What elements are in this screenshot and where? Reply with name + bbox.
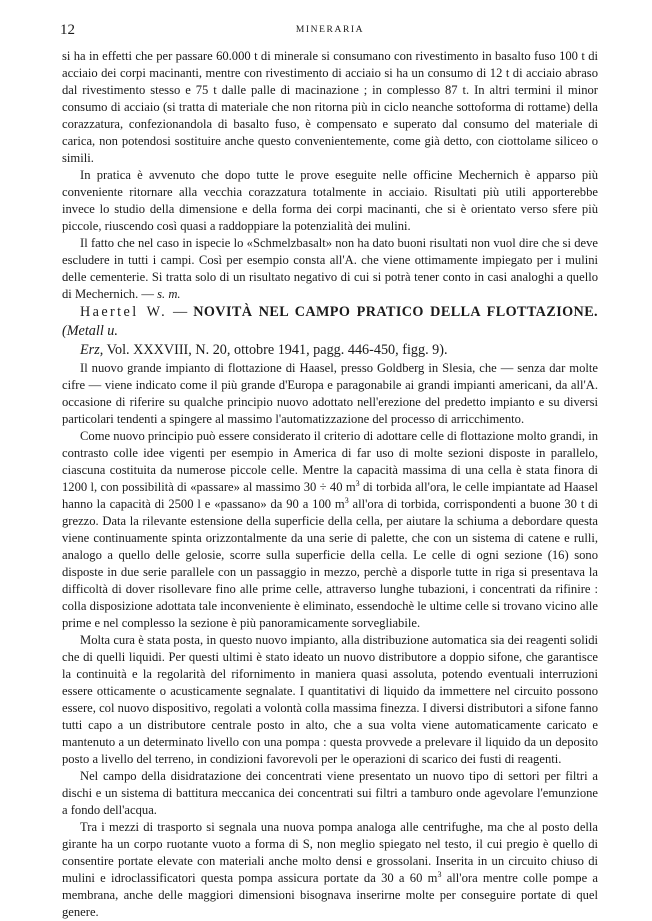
- paragraph: Nel campo della disidratazione dei concentrati viene presentato un nuovo tipo di settori per filtri a dischi e un sistema di battitura meccanica dei concentrati sui filtri a tamburo onde agevolare l'emunzione a fondo dell'acqua.: [62, 769, 598, 817]
- page-header: [60, 22, 600, 38]
- article-flotation: [62, 303, 598, 921]
- paragraph: Il nuovo grande impianto di flottazione di Haasel, presso Goldberg in Slesia, che — senza dar molte cifre — viene indicato come il più grande d'Europa e paragonabile ai grandi impianti americani, da all'A. occasione di riferire su qualche principio nuovo adottato nell'erezione del predetto impianto e su diversi particolari tendenti a spingere al massimo l'automatizzazione del processo di arricchimento.: [62, 361, 598, 426]
- heading-separator: —: [167, 304, 194, 320]
- paragraph: [62, 428, 598, 632]
- previous-article-continuation: [62, 48, 598, 303]
- paragraph-text: Come nuovo principio può essere considerato il criterio di adottare celle di flottazione molto grandi, in contrasto colle idee vigenti per esempio in America di far uso di molte sezioni disposte in parallelo, ciascuna costituita da numerose piccole celle. Mentre la capacità massima di una cella è stata finora di 1200 l, con possibilità di «passare» al massimo 30 ÷ 40 m: [62, 429, 598, 494]
- running-title: MINERARIA: [295, 25, 365, 35]
- exponent: 3: [355, 479, 360, 488]
- paragraph-text: all'ora mentre colle pompe a membrana, anche delle maggiori dimensioni bisognava inserirne molte per conseguire portate di quel genere.: [62, 871, 599, 919]
- paragraph: Molta cura è stata posta, in questo nuovo impianto, alla distribuzione automatica sia dei reagenti solidi che di quelli liquidi. Per questi ultimi è stato ideato un nuovo distributore a doppio sifone, che garantisce la continuità e la regolarità del rifornimento in maniera quasi assoluta, potendo eventuali interruzioni essere otticamente o acusticamente segnalate. I quantitativi di liquido da immettere nel circuito possono essere, col nuovo dispositivo, regolati a volontà colla massima finezza. I diversi distributori a sifone fanno tutti capo a un distributore centrale posto in alto, che a sua volta viene automaticamente caricato e mantenuto a un determinato livello con una pompa : questa provvede a prelevare il liquido da un deposito posto a livello del terreno, in condizioni favorevoli per le operazioni di scarico dei fusti di reagenti.: [62, 633, 598, 766]
- paragraph-text: all'ora di torbida, corrispondenti a buone 30 t di grezzo. Data la rilevante estensione della superficie della cella, per aiutare la schiuma a debordare questa viene continuamente spinta orizzontalmente da una serie di palette, che con un sistema di catene e rulli, analogo a quello delle gelosie, scorre sulla superficie della cella. Le celle di ogni sezione (16) sono disposte in due serie parallele con un passaggio in mezzo, perchè a disporle tutte in riga si presentava la difficoltà di dover risollevare fino alle prime celle, attraverso lunghe tubazioni, i concentrati da rifinire : colla disposizione adottata tale inconveniente è eliminato, essendochè le ultime celle si trovano vicino alle prime e nel complesso la sezione è più panoramicamente sorvegliabile.: [62, 497, 598, 630]
- paragraph-text: di torbida all'ora, le celle impiantate ad Haasel hanno la capacità di 2500 l e «passano» da 90 a 100 m: [62, 480, 598, 511]
- page-number: 12: [60, 22, 75, 38]
- paragraph-text: Tra i mezzi di trasporto si segnala una nuova pompa analoga alle centrifughe, ma che al posto della girante ha un corpo ruotante vuoto a forma di S, non meglio spiegato nel testo, il cui pregio è quello di consentire portate elevate con materiali anche molto densi e grossolani. Inserita in un circuito chiuso di mulini e idroclassificatori questa pompa assicura portate da 30 a 60 m: [62, 820, 598, 885]
- reviewer-signature: s. m.: [157, 287, 181, 301]
- exponent: 3: [344, 496, 349, 505]
- paragraph-text: Il fatto che nel caso in ispecie lo «Schmelzbasalt» non ha dato buoni risultati non vuol dire che si deve escludere in tutti i campi. Così per esempio consta all'A. che viene ottimamente impiegato per i mulini delle cementerie. Si tratta solo di un risultato negativo di cui si potrà tener conto in casi analoghi a quello di Mechernich. —: [62, 236, 598, 301]
- article-author: Haertel W.: [80, 304, 168, 320]
- paragraph: si ha in effetti che per passare 60.000 t di minerale si consumano con rivestimento in basalto fuso 100 t di acciaio dei corpi macinanti, mentre con rivestimento di acciaio si ha un consumo di 12 t di acciaio abraso dal rivestimento stesso e 75 t dalle palle di macinazione ; in complesso 87 t. In altri termini il minor consumo di acciaio (si tratta di materiale che non ritorna più in ciclo neanche sottoforma di rottame) della corazzatura, confezionandola di basalto fuso, è compensato e superato dal consumo del materiale di carica, non potendosi sostituire anche questo convenientemente, come già detto, con ciottolame siliceo o simili.: [62, 49, 598, 165]
- page-body: [62, 48, 598, 921]
- journal-name: (Metall u.: [62, 323, 118, 339]
- paragraph: [62, 819, 598, 921]
- article-heading: [62, 303, 598, 360]
- journal-name-cont: Erz,: [80, 342, 104, 358]
- paragraph: [62, 235, 598, 303]
- paragraph: In pratica è avvenuto che dopo tutte le prove eseguite nelle officine Mechernich è apparso più conveniente ritornare alla vecchia corazzatura totalmente in acciaio. Risultati più utili apporterebbe invece lo studio della dimensione e della forma dei corpi macinanti, che si è orientato verso sfere più piccole, riuscendo così quasi a raddoppiare la potenzialità dei mulini.: [62, 168, 598, 233]
- article-title: NOVITÀ NEL CAMPO PRATICO DELLA FLOTTAZIONE.: [193, 304, 599, 320]
- exponent: 3: [437, 870, 442, 879]
- citation: Vol. XXXVIII, N. 20, ottobre 1941, pagg. 446-450, figg. 9).: [106, 342, 448, 358]
